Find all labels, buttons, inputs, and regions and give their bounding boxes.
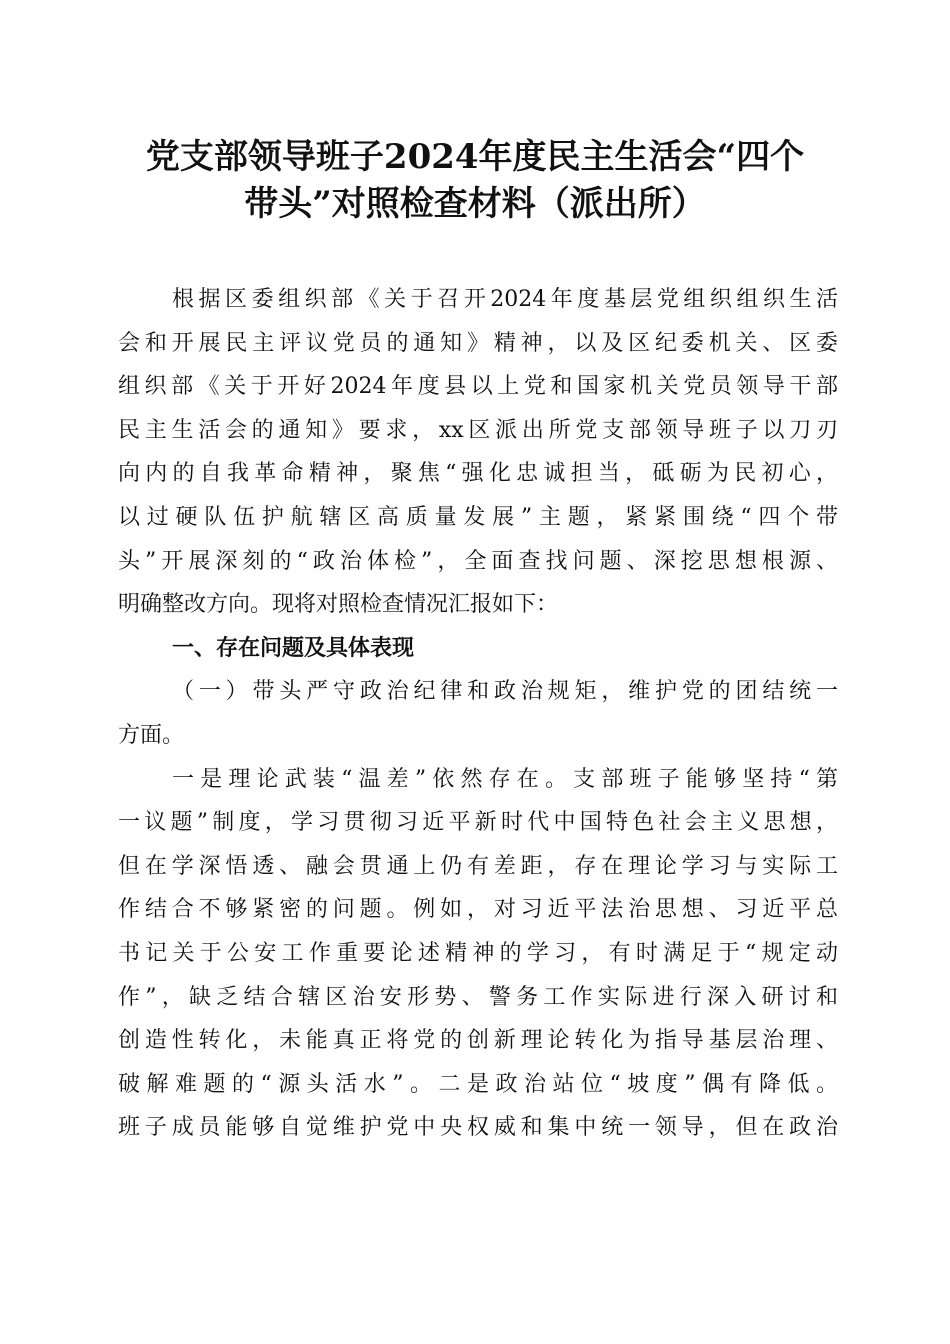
intro-line-3: 组织部《关于开好2024年度县以上党和国家机关党员领导干部 xyxy=(118,374,838,400)
para-line-1: 一是理论武装“温差”依然存在。支部班子能够坚持“第 xyxy=(172,766,838,792)
intro-line-7: 头”开展深刻的“政治体检”，全面查找问题、深挖思想根源、 xyxy=(118,548,838,574)
intro-line-6: 以过硬队伍护航辖区高质量发展”主题，紧紧围绕“四个带 xyxy=(118,504,838,530)
para-line-5: 书记关于公安工作重要论述精神的学习，有时满足于“规定动 xyxy=(118,940,838,966)
section-heading: 一、存在问题及具体表现 xyxy=(172,635,415,661)
intro-line-1: 根据区委组织部《关于召开2024年度基层党组织组织生活 xyxy=(172,287,838,312)
document-title xyxy=(100,134,850,228)
document-body xyxy=(118,278,838,1150)
para-line-2: 一议题”制度，学习贯彻习近平新时代中国特色社会主义思想， xyxy=(118,810,838,836)
intro-line-8: 明确整改方向。现将对照检查情况汇报如下： xyxy=(118,592,559,618)
para-line-8: 破解难题的“源头活水”。二是政治站位“坡度”偶有降低。 xyxy=(118,1071,838,1097)
subsection-line-2: 方面。 xyxy=(118,722,185,748)
para-line-7: 创造性转化，未能真正将党的创新理论转化为指导基层治理、 xyxy=(118,1028,838,1054)
intro-line-5: 向内的自我革命精神，聚焦“强化忠诚担当，砥砺为民初心， xyxy=(118,461,838,487)
para-line-4: 作结合不够紧密的问题。例如，对习近平法治思想、习近平总 xyxy=(118,897,838,923)
subsection-line-1: （一）带头严守政治纪律和政治规矩，维护党的团结统一 xyxy=(172,679,838,705)
title-line-1: 党支部领导班子2024年度民主生活会“四个 xyxy=(145,137,805,177)
intro-line-4: 民主生活会的通知》要求，xx区派出所党支部领导班子以刀刃 xyxy=(118,417,838,443)
intro-line-2: 会和开展民主评议党员的通知》精神，以及区纪委机关、区委 xyxy=(118,330,838,356)
title-line-2: 带头”对照检查材料（派出所） xyxy=(244,184,706,224)
para-line-3: 但在学深悟透、融会贯通上仍有差距，存在理论学习与实际工 xyxy=(118,853,838,879)
para-line-6: 作”，缺乏结合辖区治安形势、警务工作实际进行深入研讨和 xyxy=(118,984,838,1010)
para-line-9: 班子成员能够自觉维护党中央权威和集中统一领导，但在政治 xyxy=(118,1115,838,1141)
